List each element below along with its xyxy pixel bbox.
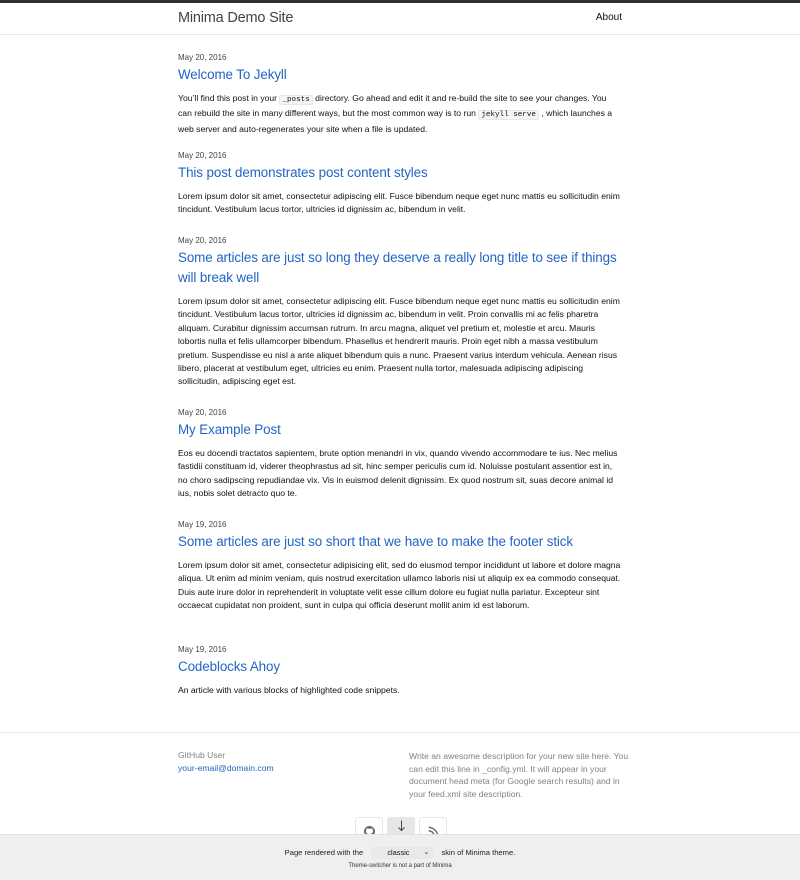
nav-link-about[interactable]: About: [595, 12, 622, 23]
post-date: May 19, 2016: [178, 520, 227, 529]
footer-site-description: Write an awesome description for your new site here. You can edit this line in _config.yml. It will appear in your document head meta (for Google search results) and in your feed.xml site description.: [409, 751, 629, 799]
theme-switcher-bar: [0, 834, 800, 880]
theme-switcher-note: Theme-switcher is not a part of Minima: [348, 863, 452, 869]
post-excerpt: Lorem ipsum dolor sit amet, consectetur adipiscing elit. Fusce bibendum neque eget nunc mattis eu sollicitudin enim tincidunt. Vestibulum lacus tortor, ultricies id dignissim ac, bibendum in velit. Proin convallis mi ac felis pharetra aliquam. Curabitur dignissim accumsan rutrum. In arcu magna, aliquet vel pretium et, molestie et arcu. Mauris lobortis nulla et felis ullamcorper bibendum. Phasellus et hendrerit mauris. Proin eget nibh a massa vestibulum pretium. Suspendisse eu nisl a ante aliquet bibendum quis a nunc. Praesent varius interdum vehicula. Aenean risus libero, placerat at vestibulum eget, ultricies eu enim. Praesent nulla tortor, malesuada adipiscing adipiscing sollicitudin, adipiscing eget est.: [178, 296, 620, 387]
post-date: May 20, 2016: [178, 236, 227, 245]
skin-select-value: classic: [387, 848, 410, 857]
site-header: [0, 3, 800, 35]
switcher-prefix: Page rendered with the: [284, 848, 364, 857]
excerpt-text: You’ll find this post in your: [178, 93, 280, 103]
post-item: [178, 645, 622, 705]
post-excerpt: Eos eu docendi tractatos sapientem, brute option menandri in vix, quando vivendo accommodare te ius. Nec melius fastidii constituam id, viderer theophrastus ad sit, hinc semper periculis cum id. Noluisse postulant assentior est in, no choro sadipscing repudiandae vix. Vis in euismod delenit dignissim. Ex quod nostrum sit, suas decore animal id ius, nobis solet detracto quo te.: [178, 448, 618, 499]
switcher-suffix: skin of Minima theme.: [441, 848, 516, 857]
post-title-link[interactable]: This post demonstrates post content styles: [178, 165, 428, 180]
post-list: [178, 53, 622, 705]
inline-code: jekyll serve: [478, 110, 539, 120]
post-date: May 20, 2016: [178, 408, 227, 417]
excerpt-text: , which launches a web server and auto-regenerates your site when a file is updated.: [178, 108, 613, 134]
post-title-link[interactable]: Some articles are just so long they deserve a really long title to see if things will break well: [178, 250, 617, 285]
post-date: May 20, 2016: [178, 151, 227, 160]
post-title-link[interactable]: My Example Post: [178, 422, 281, 437]
excerpt-text: directory. Go ahead and edit it and re-build the site to see your changes. You can rebuild the site in many different ways, but the most common way is to run: [178, 93, 607, 119]
post-item: [178, 520, 622, 645]
post-excerpt: Lorem ipsum dolor sit amet, consectetur adipiscing elit. Fusce bibendum neque eget nunc mattis eu sollicitudin enim tincidunt. Vestibulum lacus tortor, ultricies id dignissim ac, bibendum in velit.: [178, 191, 620, 215]
skin-select[interactable]: [371, 847, 433, 859]
theme-switcher-text: [0, 847, 800, 859]
post-date: May 20, 2016: [178, 53, 227, 62]
post-date: May 19, 2016: [178, 645, 227, 654]
footer-author-name: GitHub User: [178, 750, 226, 760]
post-title-link[interactable]: Welcome To Jekyll: [178, 67, 287, 82]
post-title-link[interactable]: Codeblocks Ahoy: [178, 659, 280, 674]
post-item: [178, 53, 622, 151]
chevron-down-icon: ⌄: [423, 849, 430, 856]
post-item: [178, 408, 622, 520]
post-item: [178, 236, 622, 408]
post-title-link[interactable]: Some articles are just so short that we have to make the footer stick: [178, 534, 574, 549]
post-excerpt: [178, 92, 622, 136]
arrow-down-icon: [397, 820, 406, 832]
post-excerpt: Lorem ipsum dolor sit amet, consectetur adipisicing elit, sed do eiusmod tempor incididunt ut labore et dolore magna aliqua. Ut enim ad minim veniam, quis nostrud exercitation ullamco laboris nisi ut aliquip ex ea commodo consequat. Duis aute irure dolor in reprehenderit in voluptate velit esse cillum dolore eu fugiat nulla pariatur. Excepteur sint occaecat cupidatat non proident, sunt in culpa qui officia deserunt mollit anim id est laborum.: [178, 560, 621, 611]
inline-code: _posts: [279, 95, 312, 105]
post-excerpt: An article with various blocks of highlighted code snippets.: [178, 685, 400, 695]
site-title-link[interactable]: Minima Demo Site: [178, 10, 294, 26]
footer-email-link[interactable]: your-email@domain.com: [178, 763, 274, 773]
post-item: [178, 151, 622, 236]
